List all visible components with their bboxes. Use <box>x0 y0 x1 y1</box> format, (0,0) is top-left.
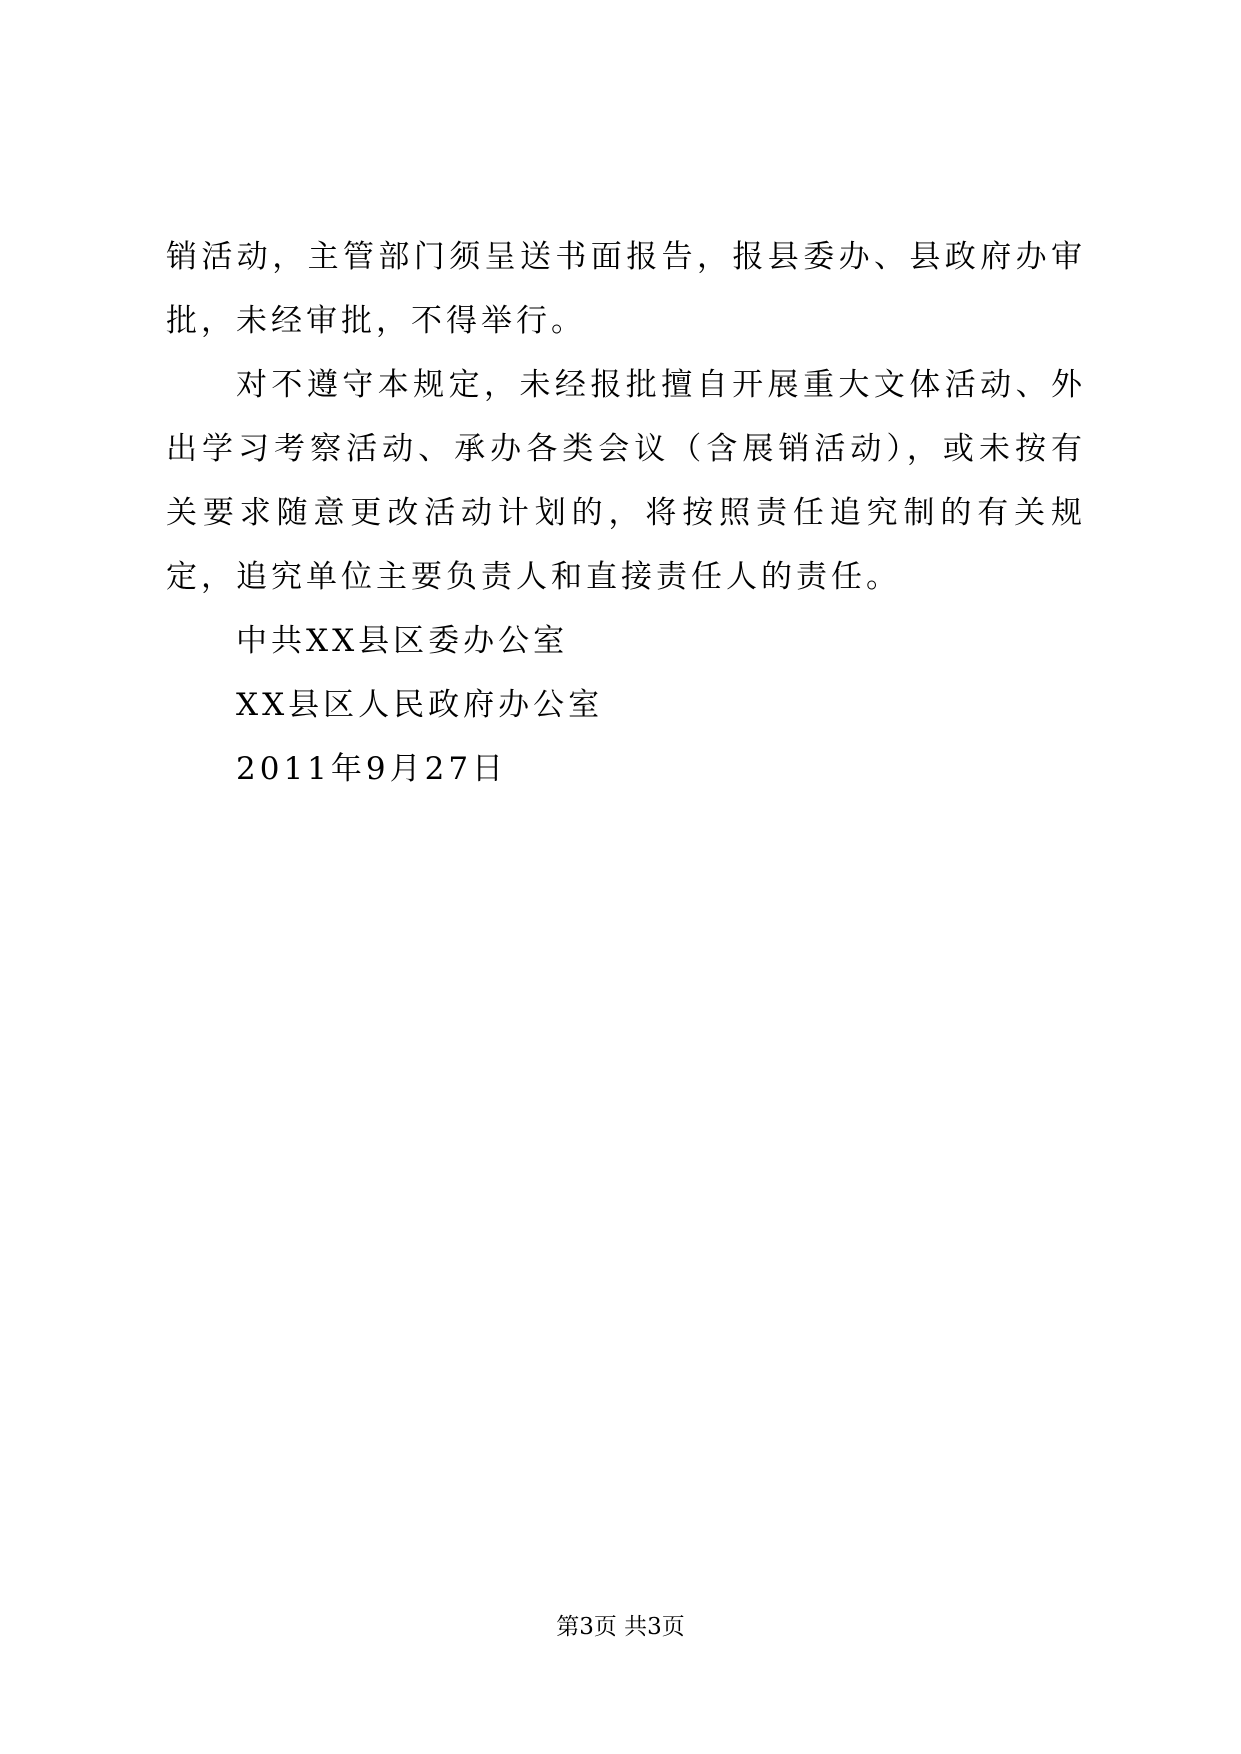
document-body <box>166 225 1086 801</box>
paragraph-continuation: 销活动，主管部门须呈送书面报告，报县委办、县政府办审批，未经审批，不得举行。 <box>166 239 1086 339</box>
signature-org-government-office: XX县区人民政府办公室 <box>236 687 604 723</box>
signature-date: 2011年9月27日 <box>236 751 508 787</box>
signature-org-party-office: 中共XX县区委办公室 <box>236 623 569 659</box>
paragraph-accountability: 对不遵守本规定，未经报批擅自开展重大文体活动、外出学习考察活动、承办各类会议（含展销活动），或未按有关要求随意更改活动计划的，将按照责任追究制的有关规定，追究单位主要负责人和直接责任人的责任。 <box>166 367 1086 595</box>
page-footer: 第3页 共3页 <box>556 1614 685 1640</box>
